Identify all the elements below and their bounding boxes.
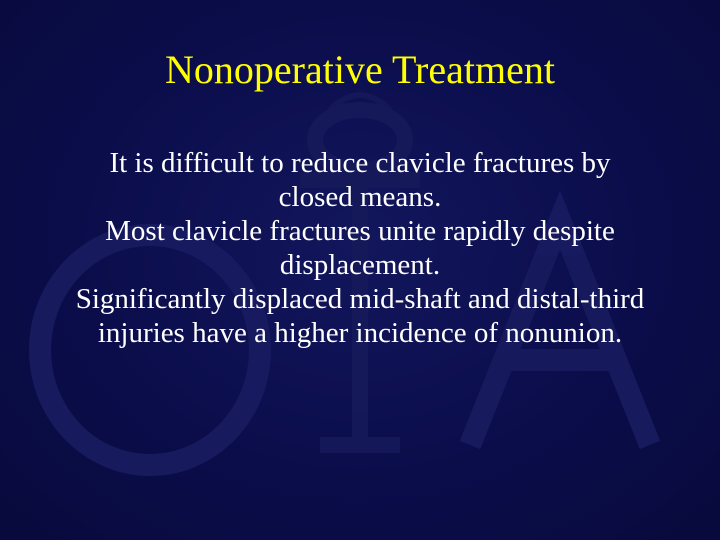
paragraph-line: injuries have a higher incidence of nonunion. <box>97 317 623 349</box>
slide-body <box>20 146 700 350</box>
bullet-paragraph-1 <box>20 146 700 214</box>
paragraph-line: displacement. <box>279 249 441 281</box>
bullet-paragraph-3 <box>20 282 700 350</box>
paragraph-line: Most clavicle fractures unite rapidly despite <box>105 215 615 247</box>
paragraph-line: It is difficult to reduce clavicle fractures by <box>109 147 611 179</box>
slide-title: Nonoperative Treatment <box>165 47 555 92</box>
paragraph-line: Significantly displaced mid-shaft and distal-third <box>75 283 645 315</box>
bullet-paragraph-2 <box>20 214 700 282</box>
paragraph-line: closed means. <box>278 181 442 213</box>
